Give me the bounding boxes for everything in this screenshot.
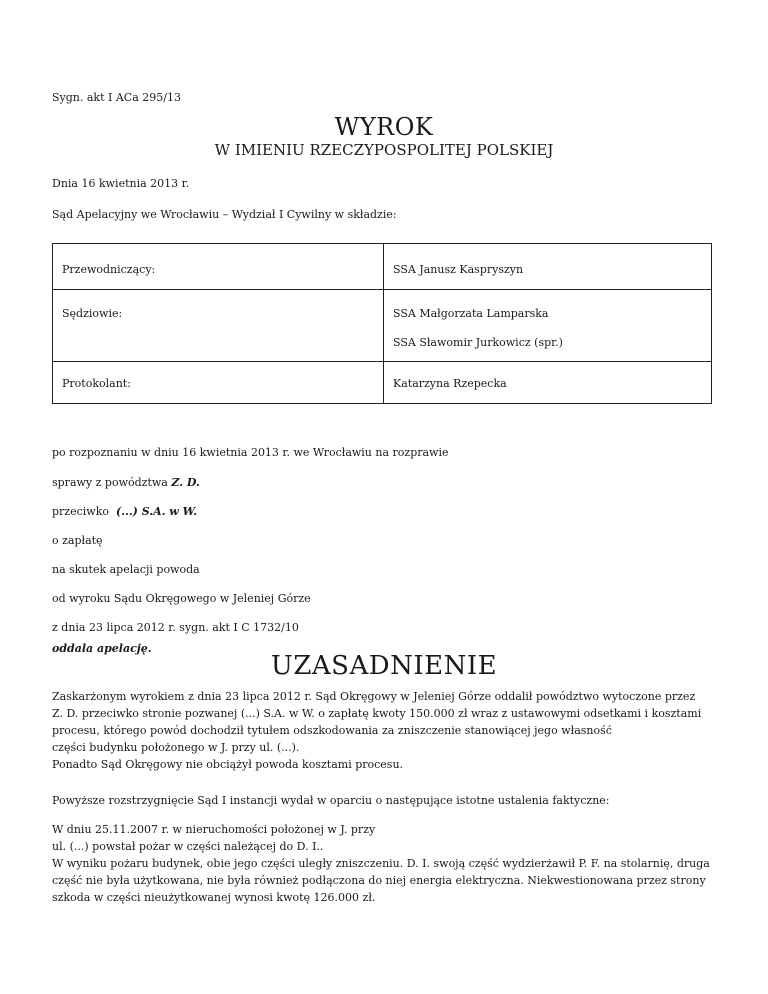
paragraph-line: Powyższe rozstrzygnięcie Sąd I instancji wydał w oparciu o następujące istotne ustalenia faktyczne:	[52, 794, 610, 807]
paragraph-line: szkoda w części nieużytkowanej wynosi kwotę 126.000 zł.	[52, 891, 376, 904]
paragraph-line: Zaskarżonym wyrokiem z dnia 23 lipca 2012 r. Sąd Okręgowy w Jeleniej Górze oddalił powództwo wytoczone przez	[52, 690, 696, 703]
defendant-name: (...) S.A. w W.	[115, 505, 198, 518]
table-row	[53, 244, 712, 290]
paragraph-line: W dniu 25.11.2007 r. w nieruchomości położonej w J. przy	[52, 823, 376, 836]
clerk-name: Katarzyna Rzepecka	[393, 377, 507, 390]
judge-name: SSA Sławomir Jurkowicz (spr.)	[393, 336, 563, 349]
document-title: WYROK	[334, 113, 434, 141]
defendant-line	[52, 505, 197, 518]
court-name: Sąd Apelacyjny we Wrocławiu – Wydział I Cywilny w składzie:	[52, 208, 397, 221]
justification-paragraph	[52, 821, 720, 906]
plaintiff-prefix: sprawy z powództwa	[52, 476, 172, 489]
plaintiff-line	[52, 476, 200, 489]
lower-court-date-line: z dnia 23 lipca 2012 r. sygn. akt I C 1732/10	[52, 621, 299, 634]
table-row	[53, 290, 712, 362]
appeal-line: na skutek apelacji powoda	[52, 563, 200, 576]
presiding-role: Przewodniczący:	[62, 263, 156, 276]
justification-paragraph	[52, 792, 720, 809]
table-cell	[384, 244, 712, 290]
table-row	[53, 362, 712, 404]
paragraph-line: W wyniku pożaru budynek, obie jego części uległy zniszczeniu. D. I. swoją część wydzierżawił P. F. na stolarnię, druga	[52, 857, 710, 870]
claim-subject: o zapłatę	[52, 534, 103, 547]
paragraph-line: Z. D. przeciwko stronie pozwanej (...) S.A. w W. o zapłatę kwoty 150.000 zł wraz z ustawowymi odsetkami i kosztami	[52, 707, 702, 720]
judgment-date: Dnia 16 kwietnia 2013 r.	[52, 177, 190, 190]
paragraph-line: procesu, którego powód dochodził tytułem odszkodowania za zniszczenie stanowiącej jego własność	[52, 724, 612, 737]
paragraph-line: Ponadto Sąd Okręgowy nie obciążył powoda kosztami procesu.	[52, 758, 404, 771]
justification-paragraph	[52, 688, 720, 773]
table-cell	[384, 290, 712, 362]
justification-heading: UZASADNIENIE	[270, 651, 498, 681]
paragraph-line: części budynku położonego w J. przy ul. (...).	[52, 741, 300, 754]
case-signature: Sygn. akt I ACa 295/13	[52, 91, 181, 104]
paragraph-line: część nie była użytkowana, nie była również podłączona do niej energia elektryczna. Niekwestionowana przez strony	[52, 874, 706, 887]
table-cell	[53, 290, 384, 362]
proceedings-line: po rozpoznaniu w dniu 16 kwietnia 2013 r. we Wrocławiu na rozprawie	[52, 446, 449, 459]
judge-name: SSA Małgorzata Lamparska	[393, 307, 549, 320]
table-cell	[384, 362, 712, 404]
table-cell	[53, 362, 384, 404]
document-subtitle: W IMIENIU RZECZYPOSPOLITEJ POLSKIEJ	[214, 141, 554, 159]
judges-role: Sędziowie:	[62, 307, 123, 320]
court-composition-table	[52, 243, 712, 404]
plaintiff-name: Z. D.	[171, 476, 200, 489]
presiding-name: SSA Janusz Kaspryszyn	[393, 263, 524, 276]
table-cell	[53, 244, 384, 290]
paragraph-line: ul. (...) powstał pożar w części należącej do D. I..	[52, 840, 324, 853]
defendant-prefix: przeciwko	[52, 505, 116, 518]
clerk-role: Protokolant:	[62, 377, 131, 390]
lower-court-line: od wyroku Sądu Okręgowego w Jeleniej Górze	[52, 592, 311, 605]
ruling-text: oddala apelację.	[52, 642, 152, 655]
